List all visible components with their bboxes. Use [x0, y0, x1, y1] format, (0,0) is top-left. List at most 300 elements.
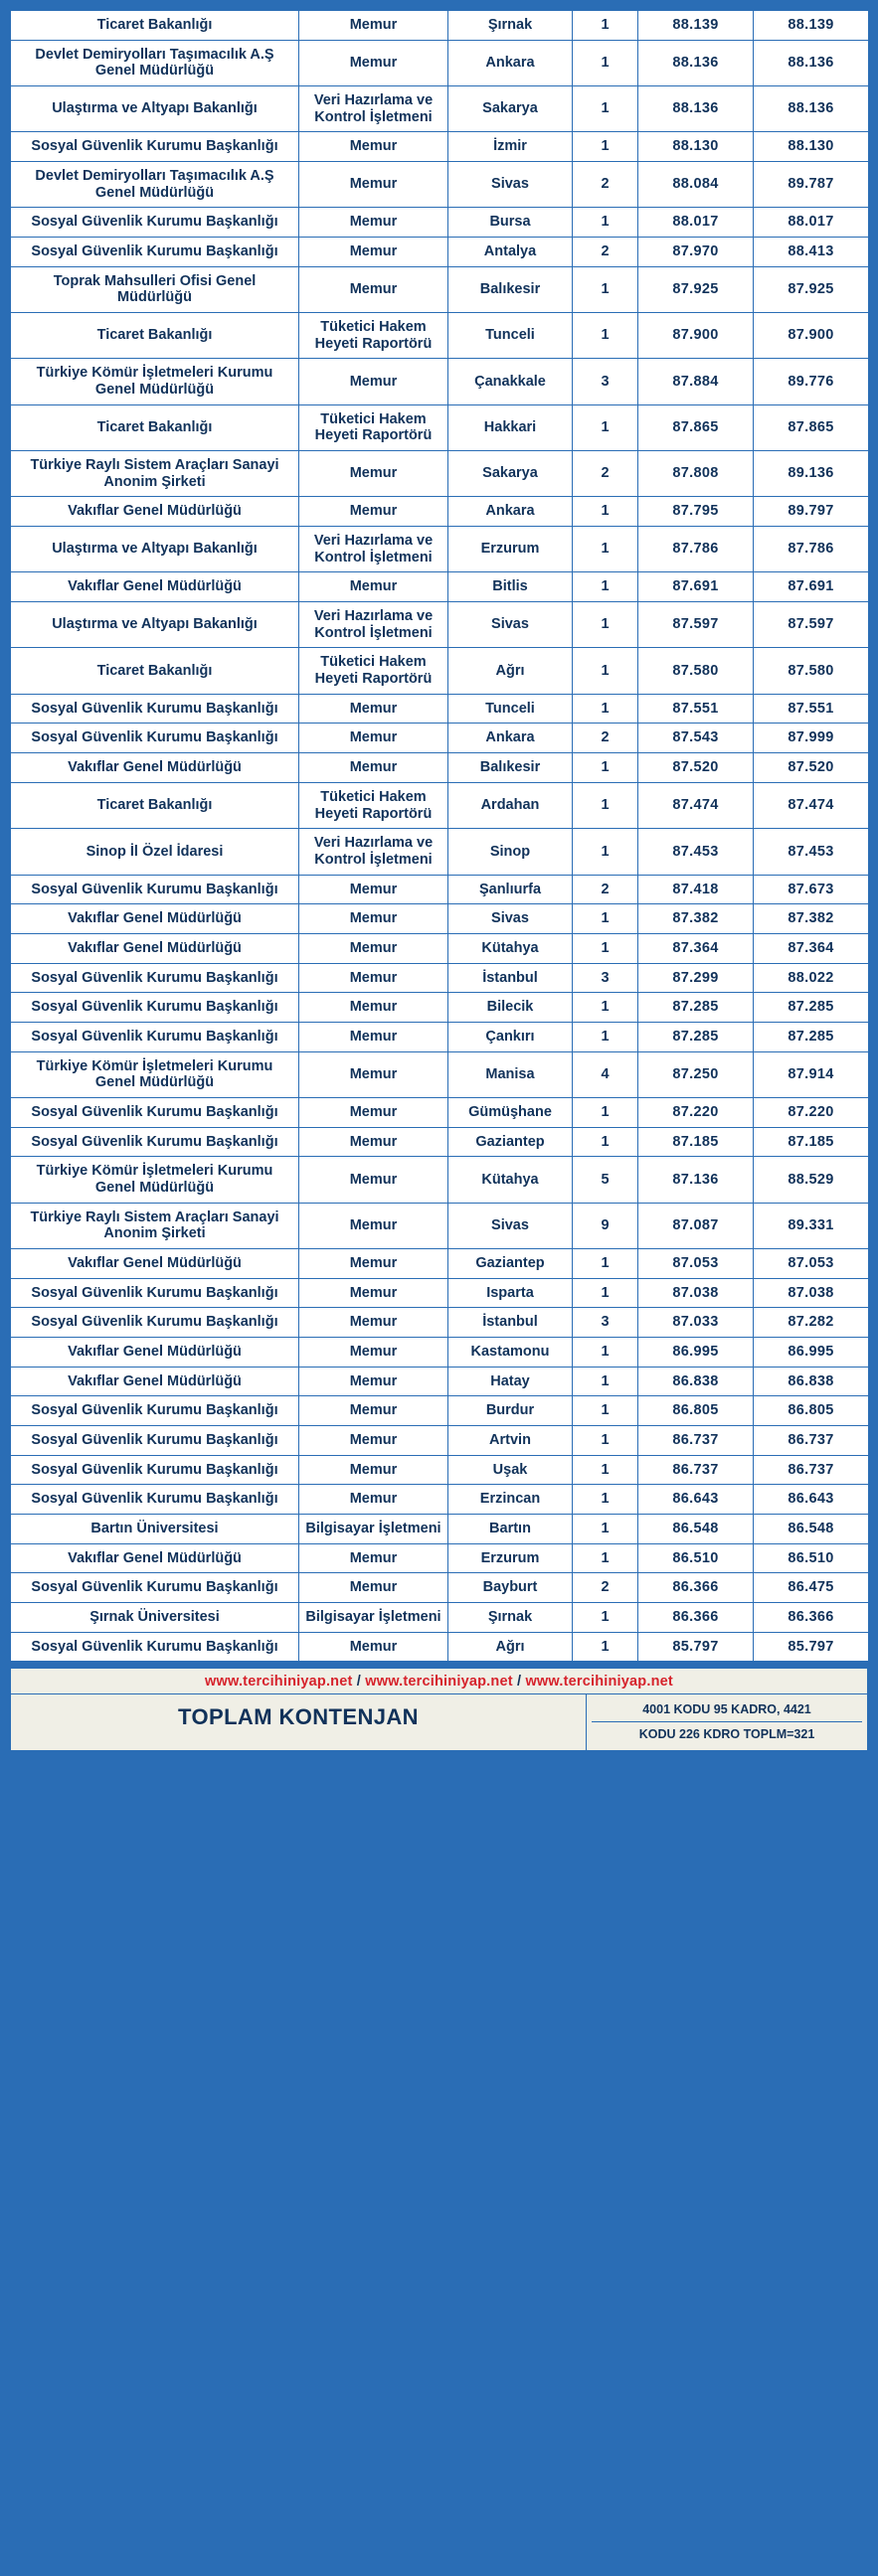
- site-link-3[interactable]: www.tercihiniyap.net: [525, 1674, 673, 1690]
- table-row: [11, 1097, 869, 1127]
- cell-il: Gaziantep: [448, 1248, 573, 1278]
- cell-taban-puan: 87.795: [638, 497, 754, 527]
- cell-il: Şanlıurfa: [448, 875, 573, 904]
- cell-il: Manisa: [448, 1051, 573, 1097]
- cell-kurum: Sosyal Güvenlik Kurumu Başkanlığı: [11, 724, 299, 753]
- cell-tavan-puan: 86.366: [754, 1602, 869, 1632]
- cell-kurum: Türkiye Kömür İşletmeleri Kurumu Genel Müdürlüğü: [11, 359, 299, 404]
- cell-kontenjan: 1: [573, 527, 638, 572]
- cell-taban-puan: 86.366: [638, 1602, 754, 1632]
- table-row: [11, 497, 869, 527]
- table-row: [11, 208, 869, 238]
- table-row: [11, 753, 869, 783]
- page-footer: [10, 1668, 868, 1750]
- cell-kontenjan: 1: [573, 40, 638, 85]
- cell-kurum: Sosyal Güvenlik Kurumu Başkanlığı: [11, 1097, 299, 1127]
- cell-kontenjan: 3: [573, 963, 638, 993]
- table-row: [11, 602, 869, 648]
- cell-kurum: Sosyal Güvenlik Kurumu Başkanlığı: [11, 132, 299, 162]
- table-row: [11, 1278, 869, 1308]
- cell-kurum: Vakıflar Genel Müdürlüğü: [11, 933, 299, 963]
- table-row: [11, 162, 869, 208]
- link-separator-1: /: [356, 1674, 362, 1690]
- cell-unvan: Memur: [299, 1485, 448, 1515]
- cell-tavan-puan: 87.474: [754, 782, 869, 828]
- cell-il: Erzurum: [448, 527, 573, 572]
- cell-unvan: Memur: [299, 266, 448, 312]
- cell-kurum: Sosyal Güvenlik Kurumu Başkanlığı: [11, 1127, 299, 1157]
- cell-tavan-puan: 89.331: [754, 1203, 869, 1248]
- cell-unvan: Memur: [299, 451, 448, 497]
- cell-tavan-puan: 89.797: [754, 497, 869, 527]
- cell-taban-puan: 87.038: [638, 1278, 754, 1308]
- cell-il: Balıkesir: [448, 753, 573, 783]
- cell-taban-puan: 86.548: [638, 1514, 754, 1543]
- cell-taban-puan: 88.136: [638, 86, 754, 132]
- cell-kontenjan: 1: [573, 648, 638, 694]
- cell-tavan-puan: 88.130: [754, 132, 869, 162]
- cell-unvan: Veri Hazırlama ve Kontrol İşletmeni: [299, 829, 448, 875]
- cell-kontenjan: 1: [573, 1278, 638, 1308]
- cell-taban-puan: 87.900: [638, 313, 754, 359]
- cell-kontenjan: 2: [573, 875, 638, 904]
- cell-tavan-puan: 87.999: [754, 724, 869, 753]
- cell-unvan: Memur: [299, 904, 448, 934]
- table-row: [11, 527, 869, 572]
- table-row: [11, 132, 869, 162]
- cell-kontenjan: 1: [573, 1127, 638, 1157]
- cell-il: Çankırı: [448, 1022, 573, 1051]
- cell-tavan-puan: 87.364: [754, 933, 869, 963]
- table-row: [11, 1396, 869, 1426]
- cell-kontenjan: 1: [573, 904, 638, 934]
- cell-kurum: Ticaret Bakanlığı: [11, 313, 299, 359]
- cell-tavan-puan: 87.520: [754, 753, 869, 783]
- table-row: [11, 1051, 869, 1097]
- total-quota-label: TOPLAM KONTENJAN: [178, 1704, 419, 1730]
- cell-kurum: Sosyal Güvenlik Kurumu Başkanlığı: [11, 1573, 299, 1603]
- cell-kurum: Ulaştırma ve Altyapı Bakanlığı: [11, 527, 299, 572]
- cell-unvan: Memur: [299, 963, 448, 993]
- cell-unvan: Tüketici Hakem Heyeti Raportörü: [299, 648, 448, 694]
- cell-unvan: Memur: [299, 1573, 448, 1603]
- cell-kurum: Ulaştırma ve Altyapı Bakanlığı: [11, 602, 299, 648]
- cell-unvan: Memur: [299, 359, 448, 404]
- cell-kontenjan: 2: [573, 451, 638, 497]
- table-row: [11, 1308, 869, 1338]
- cell-tavan-puan: 87.382: [754, 904, 869, 934]
- cell-kurum: Toprak Mahsulleri Ofisi Genel Müdürlüğü: [11, 266, 299, 312]
- cell-il: İstanbul: [448, 1308, 573, 1338]
- table-row: [11, 1157, 869, 1203]
- cell-taban-puan: 87.808: [638, 451, 754, 497]
- cell-kurum: Ulaştırma ve Altyapı Bakanlığı: [11, 86, 299, 132]
- cell-kontenjan: 1: [573, 1543, 638, 1573]
- cell-kurum: Vakıflar Genel Müdürlüğü: [11, 753, 299, 783]
- cell-il: Bayburt: [448, 1573, 573, 1603]
- cell-taban-puan: 85.797: [638, 1632, 754, 1662]
- cell-kontenjan: 1: [573, 86, 638, 132]
- cell-tavan-puan: 86.643: [754, 1485, 869, 1515]
- cell-taban-puan: 87.250: [638, 1051, 754, 1097]
- cell-tavan-puan: 88.139: [754, 11, 869, 41]
- cell-taban-puan: 87.053: [638, 1248, 754, 1278]
- cell-kurum: Şırnak Üniversitesi: [11, 1602, 299, 1632]
- cell-il: Sivas: [448, 602, 573, 648]
- cell-tavan-puan: 89.776: [754, 359, 869, 404]
- table-row: [11, 1632, 869, 1662]
- cell-taban-puan: 87.364: [638, 933, 754, 963]
- cell-kontenjan: 1: [573, 1396, 638, 1426]
- table-row: [11, 933, 869, 963]
- cell-tavan-puan: 87.220: [754, 1097, 869, 1127]
- cell-unvan: Memur: [299, 1157, 448, 1203]
- cell-il: Ağrı: [448, 648, 573, 694]
- cell-unvan: Memur: [299, 1543, 448, 1573]
- cell-tavan-puan: 87.673: [754, 875, 869, 904]
- cell-unvan: Veri Hazırlama ve Kontrol İşletmeni: [299, 602, 448, 648]
- cell-kontenjan: 1: [573, 1367, 638, 1396]
- cell-unvan: Memur: [299, 40, 448, 85]
- cell-kurum: Vakıflar Genel Müdürlüğü: [11, 904, 299, 934]
- cell-il: Sivas: [448, 904, 573, 934]
- cell-unvan: Memur: [299, 993, 448, 1023]
- cell-kontenjan: 1: [573, 602, 638, 648]
- cell-il: Erzurum: [448, 1543, 573, 1573]
- cell-kontenjan: 1: [573, 1248, 638, 1278]
- footer-bottom: [11, 1694, 867, 1749]
- cell-tavan-puan: 86.475: [754, 1573, 869, 1603]
- cell-kurum: Sosyal Güvenlik Kurumu Başkanlığı: [11, 208, 299, 238]
- cell-kontenjan: 1: [573, 1337, 638, 1367]
- cell-unvan: Memur: [299, 933, 448, 963]
- table-row: [11, 1455, 869, 1485]
- cell-kurum: Vakıflar Genel Müdürlüğü: [11, 1337, 299, 1367]
- cell-taban-puan: 87.185: [638, 1127, 754, 1157]
- cell-il: Ardahan: [448, 782, 573, 828]
- cell-unvan: Memur: [299, 238, 448, 267]
- cell-kontenjan: 1: [573, 497, 638, 527]
- cell-unvan: Memur: [299, 1396, 448, 1426]
- cell-tavan-puan: 86.995: [754, 1337, 869, 1367]
- cell-unvan: Memur: [299, 208, 448, 238]
- cell-taban-puan: 87.925: [638, 266, 754, 312]
- cell-taban-puan: 86.737: [638, 1425, 754, 1455]
- cell-kurum: Ticaret Bakanlığı: [11, 648, 299, 694]
- quota-codes-line-2: KODU 226 KDRO TOPLM=321: [592, 1721, 862, 1743]
- cell-taban-puan: 87.033: [638, 1308, 754, 1338]
- cell-il: Ankara: [448, 497, 573, 527]
- cell-kurum: Sosyal Güvenlik Kurumu Başkanlığı: [11, 1022, 299, 1051]
- cell-il: Bursa: [448, 208, 573, 238]
- footer-links: [11, 1669, 867, 1694]
- cell-unvan: Tüketici Hakem Heyeti Raportörü: [299, 782, 448, 828]
- table-row: [11, 1514, 869, 1543]
- cell-tavan-puan: 87.580: [754, 648, 869, 694]
- cell-il: Bitlis: [448, 572, 573, 602]
- cell-kurum: Sosyal Güvenlik Kurumu Başkanlığı: [11, 1425, 299, 1455]
- cell-unvan: Memur: [299, 1203, 448, 1248]
- cell-tavan-puan: 86.548: [754, 1514, 869, 1543]
- kpss-placement-table: [10, 10, 869, 1662]
- cell-taban-puan: 86.737: [638, 1455, 754, 1485]
- table-row: [11, 875, 869, 904]
- cell-il: Gümüşhane: [448, 1097, 573, 1127]
- cell-il: Çanakkale: [448, 359, 573, 404]
- cell-taban-puan: 87.418: [638, 875, 754, 904]
- table-row: [11, 572, 869, 602]
- cell-kontenjan: 1: [573, 993, 638, 1023]
- cell-il: Bilecik: [448, 993, 573, 1023]
- cell-unvan: Memur: [299, 1127, 448, 1157]
- table-row: [11, 11, 869, 41]
- cell-tavan-puan: 87.900: [754, 313, 869, 359]
- cell-unvan: Memur: [299, 1337, 448, 1367]
- cell-kurum: Sosyal Güvenlik Kurumu Başkanlığı: [11, 1485, 299, 1515]
- cell-kontenjan: 4: [573, 1051, 638, 1097]
- cell-il: Ağrı: [448, 1632, 573, 1662]
- cell-taban-puan: 87.285: [638, 993, 754, 1023]
- cell-taban-puan: 87.597: [638, 602, 754, 648]
- cell-kurum: Devlet Demiryolları Taşımacılık A.Ş Genel Müdürlüğü: [11, 162, 299, 208]
- cell-tavan-puan: 87.691: [754, 572, 869, 602]
- cell-kurum: Vakıflar Genel Müdürlüğü: [11, 1367, 299, 1396]
- cell-taban-puan: 87.970: [638, 238, 754, 267]
- cell-kurum: Sosyal Güvenlik Kurumu Başkanlığı: [11, 993, 299, 1023]
- cell-unvan: Bilgisayar İşletmeni: [299, 1602, 448, 1632]
- cell-kontenjan: 1: [573, 132, 638, 162]
- cell-taban-puan: 86.510: [638, 1543, 754, 1573]
- cell-kontenjan: 1: [573, 1632, 638, 1662]
- cell-tavan-puan: 88.136: [754, 86, 869, 132]
- site-link-1[interactable]: www.tercihiniyap.net: [205, 1674, 353, 1690]
- cell-taban-puan: 87.786: [638, 527, 754, 572]
- cell-kurum: Sosyal Güvenlik Kurumu Başkanlığı: [11, 1278, 299, 1308]
- cell-tavan-puan: 87.285: [754, 993, 869, 1023]
- cell-kurum: Ticaret Bakanlığı: [11, 11, 299, 41]
- cell-tavan-puan: 87.597: [754, 602, 869, 648]
- cell-taban-puan: 87.691: [638, 572, 754, 602]
- cell-il: Sivas: [448, 1203, 573, 1248]
- cell-il: Hatay: [448, 1367, 573, 1396]
- cell-unvan: Memur: [299, 1367, 448, 1396]
- link-separator-2: /: [516, 1674, 522, 1690]
- cell-taban-puan: 87.220: [638, 1097, 754, 1127]
- cell-tavan-puan: 86.838: [754, 1367, 869, 1396]
- cell-il: Şırnak: [448, 11, 573, 41]
- table-row: [11, 1367, 869, 1396]
- cell-tavan-puan: 89.787: [754, 162, 869, 208]
- cell-tavan-puan: 88.022: [754, 963, 869, 993]
- cell-unvan: Memur: [299, 1632, 448, 1662]
- cell-kontenjan: 2: [573, 162, 638, 208]
- cell-tavan-puan: 86.737: [754, 1455, 869, 1485]
- cell-tavan-puan: 87.285: [754, 1022, 869, 1051]
- cell-taban-puan: 86.643: [638, 1485, 754, 1515]
- cell-taban-puan: 87.580: [638, 648, 754, 694]
- cell-kontenjan: 1: [573, 313, 638, 359]
- cell-unvan: Tüketici Hakem Heyeti Raportörü: [299, 404, 448, 450]
- cell-unvan: Tüketici Hakem Heyeti Raportörü: [299, 313, 448, 359]
- cell-kontenjan: 3: [573, 1308, 638, 1338]
- table-row: [11, 1337, 869, 1367]
- cell-kontenjan: 1: [573, 404, 638, 450]
- table-row: [11, 40, 869, 85]
- cell-unvan: Memur: [299, 1022, 448, 1051]
- table-row: [11, 963, 869, 993]
- table-row: [11, 829, 869, 875]
- cell-tavan-puan: 88.529: [754, 1157, 869, 1203]
- cell-tavan-puan: 86.510: [754, 1543, 869, 1573]
- table-row: [11, 1543, 869, 1573]
- cell-taban-puan: 87.136: [638, 1157, 754, 1203]
- cell-tavan-puan: 87.185: [754, 1127, 869, 1157]
- table-row: [11, 694, 869, 724]
- cell-tavan-puan: 88.017: [754, 208, 869, 238]
- cell-taban-puan: 87.285: [638, 1022, 754, 1051]
- cell-taban-puan: 87.474: [638, 782, 754, 828]
- cell-taban-puan: 88.084: [638, 162, 754, 208]
- table-row: [11, 313, 869, 359]
- cell-il: Tunceli: [448, 694, 573, 724]
- cell-kontenjan: 1: [573, 11, 638, 41]
- cell-kontenjan: 1: [573, 933, 638, 963]
- cell-unvan: Memur: [299, 1425, 448, 1455]
- cell-unvan: Memur: [299, 162, 448, 208]
- cell-tavan-puan: 87.786: [754, 527, 869, 572]
- cell-kurum: Sinop İl Özel İdaresi: [11, 829, 299, 875]
- cell-kontenjan: 9: [573, 1203, 638, 1248]
- cell-tavan-puan: 87.453: [754, 829, 869, 875]
- cell-tavan-puan: 87.282: [754, 1308, 869, 1338]
- site-link-2[interactable]: www.tercihiniyap.net: [365, 1674, 513, 1690]
- cell-kontenjan: 2: [573, 1573, 638, 1603]
- cell-taban-puan: 86.995: [638, 1337, 754, 1367]
- cell-il: Sinop: [448, 829, 573, 875]
- cell-unvan: Memur: [299, 497, 448, 527]
- cell-taban-puan: 87.382: [638, 904, 754, 934]
- cell-il: Kütahya: [448, 1157, 573, 1203]
- cell-taban-puan: 86.805: [638, 1396, 754, 1426]
- cell-kurum: Vakıflar Genel Müdürlüğü: [11, 1543, 299, 1573]
- cell-kontenjan: 1: [573, 1485, 638, 1515]
- table-row: [11, 1485, 869, 1515]
- table-row: [11, 993, 869, 1023]
- cell-tavan-puan: 89.136: [754, 451, 869, 497]
- table-row: [11, 1425, 869, 1455]
- cell-taban-puan: 88.136: [638, 40, 754, 85]
- cell-il: Hakkari: [448, 404, 573, 450]
- cell-kurum: Türkiye Raylı Sistem Araçları Sanayi Anonim Şirketi: [11, 1203, 299, 1248]
- cell-il: Şırnak: [448, 1602, 573, 1632]
- cell-kurum: Türkiye Kömür İşletmeleri Kurumu Genel Müdürlüğü: [11, 1051, 299, 1097]
- table-row: [11, 724, 869, 753]
- table-row: [11, 782, 869, 828]
- cell-kontenjan: 2: [573, 724, 638, 753]
- table-row: [11, 1573, 869, 1603]
- cell-kontenjan: 1: [573, 753, 638, 783]
- cell-kurum: Vakıflar Genel Müdürlüğü: [11, 497, 299, 527]
- cell-il: İstanbul: [448, 963, 573, 993]
- table-row: [11, 904, 869, 934]
- cell-kurum: Türkiye Kömür İşletmeleri Kurumu Genel Müdürlüğü: [11, 1157, 299, 1203]
- cell-il: İzmir: [448, 132, 573, 162]
- table-row: [11, 1602, 869, 1632]
- table-body: [11, 11, 869, 1662]
- cell-kontenjan: 1: [573, 572, 638, 602]
- cell-taban-puan: 87.884: [638, 359, 754, 404]
- cell-kurum: Ticaret Bakanlığı: [11, 782, 299, 828]
- cell-taban-puan: 87.543: [638, 724, 754, 753]
- cell-taban-puan: 87.520: [638, 753, 754, 783]
- cell-tavan-puan: 88.136: [754, 40, 869, 85]
- cell-kontenjan: 1: [573, 1022, 638, 1051]
- cell-il: Isparta: [448, 1278, 573, 1308]
- cell-unvan: Bilgisayar İşletmeni: [299, 1514, 448, 1543]
- cell-kontenjan: 1: [573, 1514, 638, 1543]
- cell-il: Ankara: [448, 40, 573, 85]
- cell-kontenjan: 1: [573, 1602, 638, 1632]
- cell-kurum: Sosyal Güvenlik Kurumu Başkanlığı: [11, 238, 299, 267]
- cell-kurum: Sosyal Güvenlik Kurumu Başkanlığı: [11, 1455, 299, 1485]
- cell-tavan-puan: 86.737: [754, 1425, 869, 1455]
- cell-kurum: Vakıflar Genel Müdürlüğü: [11, 1248, 299, 1278]
- cell-kurum: Türkiye Raylı Sistem Araçları Sanayi Anonim Şirketi: [11, 451, 299, 497]
- cell-il: Kütahya: [448, 933, 573, 963]
- cell-il: Sakarya: [448, 86, 573, 132]
- table-row: [11, 238, 869, 267]
- cell-kontenjan: 1: [573, 1425, 638, 1455]
- cell-tavan-puan: 85.797: [754, 1632, 869, 1662]
- cell-kontenjan: 1: [573, 782, 638, 828]
- cell-unvan: Memur: [299, 132, 448, 162]
- cell-il: Gaziantep: [448, 1127, 573, 1157]
- cell-il: Balıkesir: [448, 266, 573, 312]
- cell-kontenjan: 5: [573, 1157, 638, 1203]
- table-row: [11, 1248, 869, 1278]
- cell-il: Sivas: [448, 162, 573, 208]
- cell-kurum: Sosyal Güvenlik Kurumu Başkanlığı: [11, 1632, 299, 1662]
- cell-kurum: Devlet Demiryolları Taşımacılık A.Ş Genel Müdürlüğü: [11, 40, 299, 85]
- cell-il: Erzincan: [448, 1485, 573, 1515]
- cell-kontenjan: 1: [573, 208, 638, 238]
- table-row: [11, 451, 869, 497]
- cell-il: Antalya: [448, 238, 573, 267]
- cell-unvan: Memur: [299, 572, 448, 602]
- cell-taban-puan: 88.017: [638, 208, 754, 238]
- cell-taban-puan: 87.453: [638, 829, 754, 875]
- cell-tavan-puan: 87.038: [754, 1278, 869, 1308]
- cell-kontenjan: 1: [573, 1455, 638, 1485]
- cell-unvan: Memur: [299, 1455, 448, 1485]
- table-row: [11, 86, 869, 132]
- cell-taban-puan: 87.865: [638, 404, 754, 450]
- cell-tavan-puan: 87.053: [754, 1248, 869, 1278]
- cell-kurum: Sosyal Güvenlik Kurumu Başkanlığı: [11, 1308, 299, 1338]
- cell-taban-puan: 87.087: [638, 1203, 754, 1248]
- cell-unvan: Veri Hazırlama ve Kontrol İşletmeni: [299, 86, 448, 132]
- cell-unvan: Veri Hazırlama ve Kontrol İşletmeni: [299, 527, 448, 572]
- cell-kontenjan: 1: [573, 1097, 638, 1127]
- cell-unvan: Memur: [299, 753, 448, 783]
- cell-il: Uşak: [448, 1455, 573, 1485]
- cell-unvan: Memur: [299, 1248, 448, 1278]
- cell-unvan: Memur: [299, 724, 448, 753]
- cell-kontenjan: 3: [573, 359, 638, 404]
- cell-il: Tunceli: [448, 313, 573, 359]
- table-row: [11, 359, 869, 404]
- cell-unvan: Memur: [299, 694, 448, 724]
